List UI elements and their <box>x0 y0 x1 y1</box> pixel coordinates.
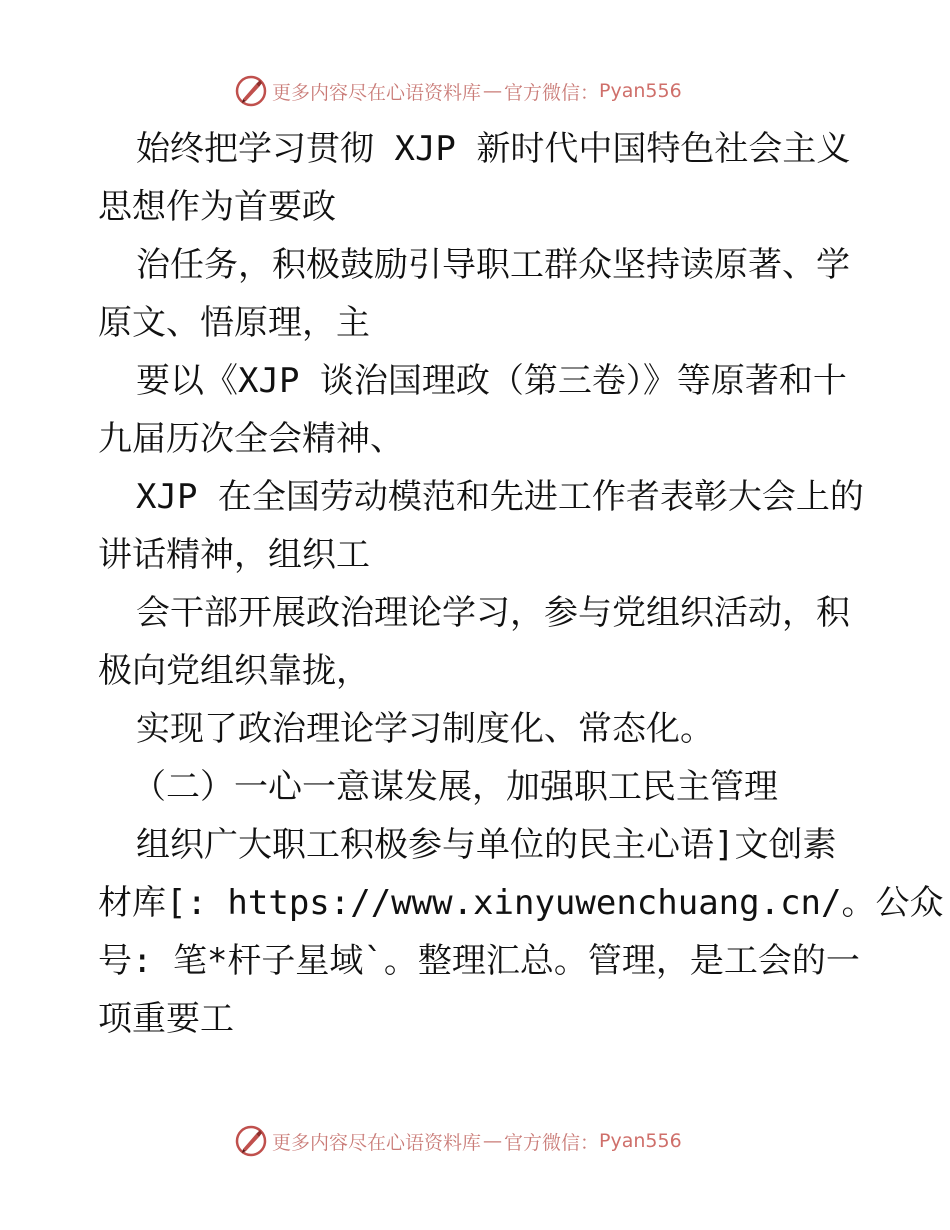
text-line: 九届历次全会精神、 <box>98 419 404 459</box>
text-line: 讲话精神，组织工 <box>98 535 370 575</box>
watermark-site-text: 更多内容尽在心语资料库 <box>272 1131 482 1154</box>
text-line: XJP 在全国劳动模范和先进工作者表彰大会上的 <box>136 477 864 517</box>
watermark-site-text: 更多内容尽在心语资料库 <box>272 81 482 104</box>
text-line: 要以《XJP 谈治国理政（第三卷）》等原著和十 <box>136 361 847 401</box>
watermark-separator: — <box>483 80 503 102</box>
pen-logo-icon <box>234 1124 268 1158</box>
text-line: 极向党组织靠拢， <box>98 651 370 691</box>
watermark-wechat-label: 官方微信： <box>504 1131 600 1154</box>
text-line: 项重要工 <box>98 999 234 1039</box>
text-line: 组织广大职工积极参与单位的民主心语]文创素 <box>136 825 837 865</box>
text-line: 号: 笔*杆子星域`。整理汇总。管理，是工会的一 <box>98 941 860 981</box>
document-body <box>98 120 944 1048</box>
section-heading: （二）一心一意谋发展，加强职工民主管理 <box>132 767 778 807</box>
watermark-wechat-id: Pyan556 <box>599 80 682 102</box>
header-watermark <box>234 74 682 108</box>
text-line: 材库[: https://www.xinyuwenchuang.cn/。公众 <box>98 883 944 923</box>
text-line: 始终把学习贯彻 XJP 新时代中国特色社会主义 <box>136 129 851 169</box>
text-line: 会干部开展政治理论学习，参与党组织活动，积 <box>136 593 850 633</box>
watermark-separator: — <box>483 1130 503 1152</box>
text-line: 原文、悟原理，主 <box>98 303 370 343</box>
watermark-wechat-label: 官方微信： <box>504 81 600 104</box>
text-line: 治任务，积极鼓励引导职工群众坚持读原著、学 <box>136 245 850 285</box>
pen-logo-icon <box>234 74 268 108</box>
text-line: 实现了政治理论学习制度化、常态化。 <box>136 709 714 749</box>
watermark-wechat-id: Pyan556 <box>599 1130 682 1152</box>
text-line: 思想作为首要政 <box>98 187 336 227</box>
footer-watermark <box>234 1124 682 1158</box>
